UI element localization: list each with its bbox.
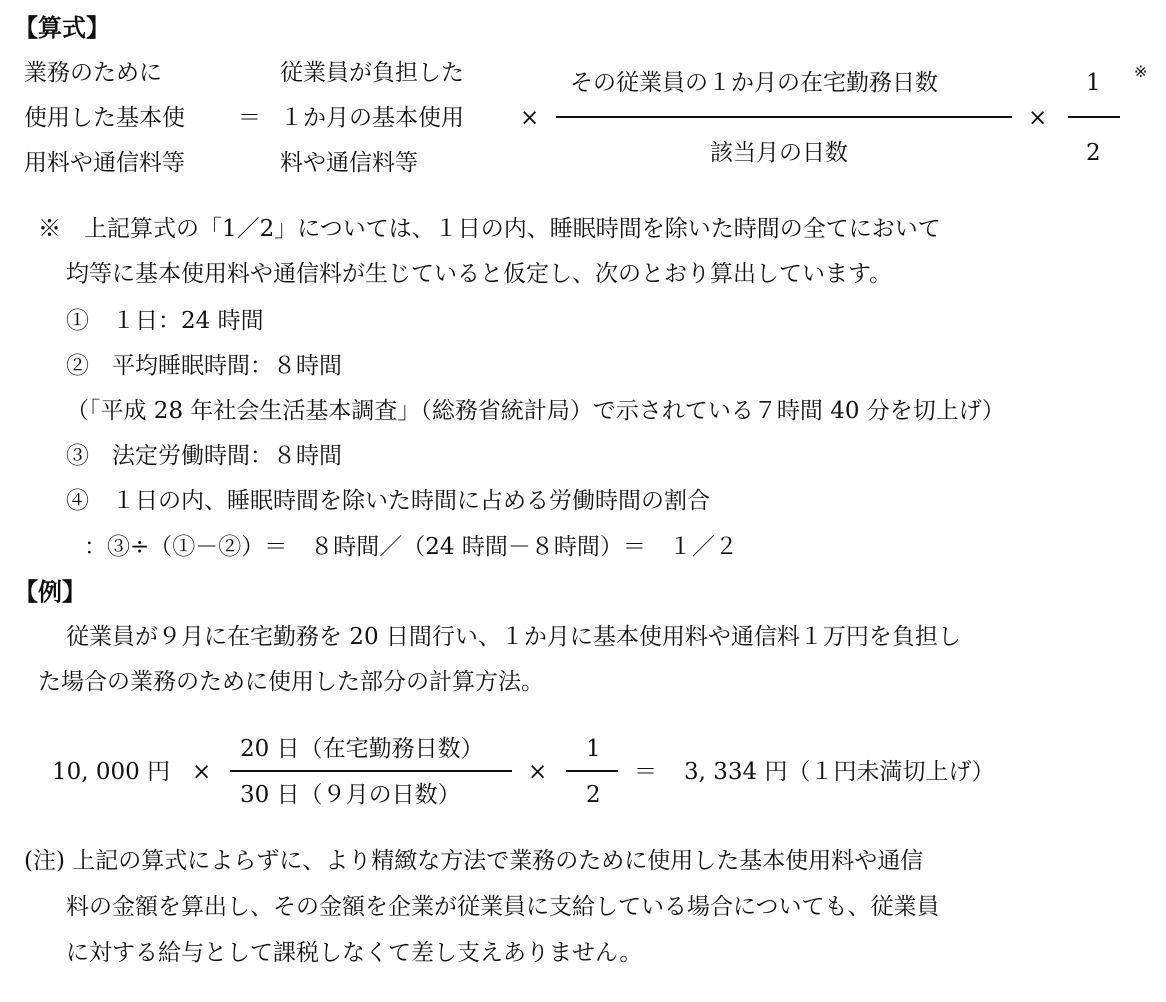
footnote-line3: に対する給与として課税しなくて差し支えありません。 [66, 940, 643, 966]
example-times-2: × [528, 759, 548, 785]
example-text-line1: 従業員が９月に在宅勤務を 20 日間行い、１か月に基本使用料や通信料１万円を負担し [66, 624, 961, 650]
footnote-line2: 料の金額を算出し、その金額を企業が従業員に支給している場合についても、従業員 [66, 894, 940, 920]
note-item3: ③ 法定労働時間：８時間 [66, 443, 342, 469]
example-numerator: 20 日（在宅勤務日数） [240, 736, 484, 762]
note-item2: ② 平均睡眠時間：８時間 [66, 353, 342, 379]
note-line2: 均等に基本使用料や通信料が生じていると仮定し、次のとおり算出しています。 [66, 261, 893, 287]
formula-note-mark: ※ [1134, 62, 1148, 81]
formula-times-2: × [1028, 105, 1048, 131]
formula-times-1: × [520, 105, 540, 131]
example-heading: 【例】 [14, 578, 86, 606]
footnote-line1: (注) 上記の算式によらずに、より精緻な方法で業務のために使用した基本使用料や通信 [24, 848, 924, 874]
formula-half-denominator: 2 [1086, 140, 1101, 166]
formula-half-numerator: 1 [1086, 70, 1101, 96]
formula-middle-term-line2: １か月の基本使用 [280, 105, 464, 131]
formula-fraction-denominator: 該当月の日数 [710, 140, 848, 166]
example-half-denominator: 2 [586, 782, 601, 808]
example-text-line2: た場合の業務のために使用した部分の計算方法。 [38, 669, 544, 695]
example-times-1: × [192, 759, 212, 785]
formula-left-term-line3: 用料や通信料等 [24, 150, 185, 176]
note-line1: ※ 上記算式の「1／2」については、１日の内、睡眠時間を除いた時間の全てにおいて [38, 216, 941, 242]
note-item1: ① １日：24 時間 [66, 308, 264, 334]
note-item4: ④ １日の内、睡眠時間を除いた時間に占める労働時間の割合 [66, 488, 710, 514]
formula-left-term-line1: 業務のために [24, 60, 162, 86]
formula-middle-term-line3: 料や通信料等 [280, 150, 418, 176]
example-result: 3, 334 円（１円未満切上げ） [684, 759, 995, 785]
formula-left-term-line2: 使用した基本使 [24, 105, 185, 131]
example-half-numerator: 1 [586, 736, 601, 762]
example-equals: ＝ [634, 759, 657, 785]
example-denominator: 30 日（９月の日数） [240, 782, 461, 808]
formula-fraction-bar [556, 116, 1012, 118]
formula-half-bar [1068, 116, 1120, 118]
example-fraction-bar [230, 770, 512, 772]
formula-fraction-numerator: その従業員の１か月の在宅勤務日数 [570, 70, 938, 96]
formula-heading: 【算式】 [14, 14, 110, 42]
note-item4-calc: ：③÷（①－②）＝ ８時間／（24 時間－８時間）＝ １／２ [84, 534, 738, 560]
note-item2-sub: （「平成 28 年社会生活基本調査」（総務省統計局）で示されている７時間 40 分を切上げ） [66, 398, 1005, 424]
example-half-bar [566, 770, 618, 772]
formula-equals: ＝ [238, 105, 261, 131]
formula-middle-term-line1: 従業員が負担した [280, 60, 464, 86]
example-amount: 10, 000 円 [52, 759, 171, 785]
